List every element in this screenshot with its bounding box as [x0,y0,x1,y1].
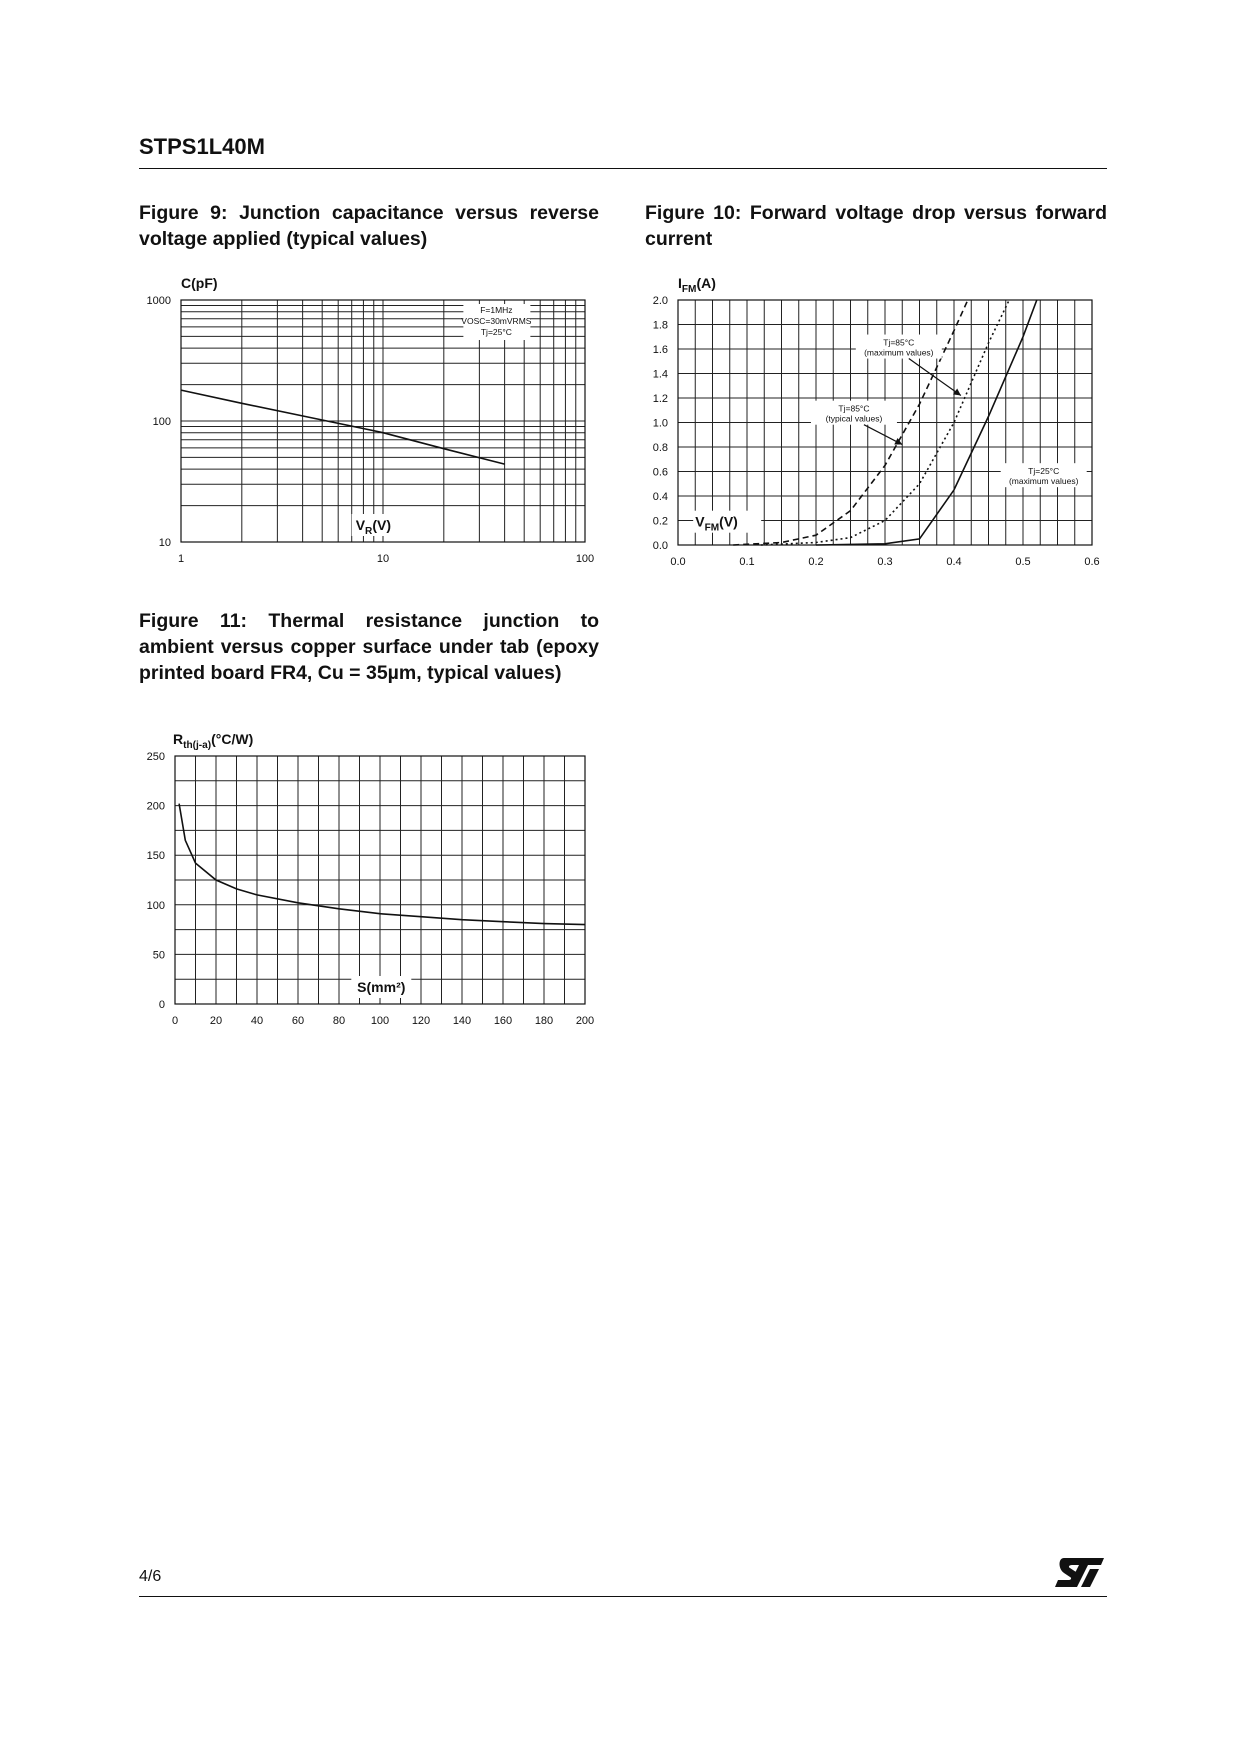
fig10-x-tick-label: 0.4 [946,556,962,568]
fig11-thermal-resistance-curve [179,804,585,925]
fig9-x-tick-label: 10 [376,553,390,565]
fig9-annotation-line: Tj=25°C [480,327,512,337]
fig9-x-axis-label: $V_R(V)$ [355,517,392,537]
fig9-annotation-line: VOSC=30mVRMS [461,316,532,326]
fig10-series-label: (typical values) [825,413,883,424]
page-number: 4/6 [139,1568,162,1585]
fig9-annotation-line: F=1MHz [480,305,513,315]
fig10-y-tick-label: 1.0 [652,417,668,430]
fig9-y-axis-label: C(pF) [181,275,218,291]
fig11-y-tick-label: 50 [152,949,165,962]
fig11-x-tick-label: 180 [534,1015,554,1027]
fig10-series-label: Tj=85°C [838,403,870,414]
fig11-y-tick-label: 200 [146,800,165,813]
footer-rule [139,1596,1107,1597]
fig11-y-tick-label: 150 [146,850,165,863]
fig11-x-tick-label: 60 [291,1015,305,1027]
fig10-y-tick-label: 1.4 [652,368,668,381]
fig10-series-label: Tj=25°C [1028,466,1060,477]
fig10-y-tick-label: 1.6 [652,344,668,356]
fig11-x-tick-label: 100 [370,1015,390,1027]
fig10-y-tick-label: 2.0 [652,295,668,307]
fig9-x-tick-label: 100 [575,553,595,565]
fig10-x-tick-label: 0.5 [1015,556,1031,568]
fig9-y-tick-label: 100 [152,416,171,428]
fig10-series-label: Tj=85°C [883,337,915,348]
fig10-y-tick-label: 0.4 [652,491,668,503]
fig10-label-leader [909,359,961,396]
fig9-capacitance-curve [181,390,505,464]
fig10-y-tick-label: 0.8 [652,442,668,454]
fig11-x-tick-label: 120 [411,1015,431,1027]
fig11-y-axis-label: $R_{th(j-a)}(^\circ C/W)$ [173,731,254,751]
fig11-x-tick-label: 20 [209,1015,223,1027]
fig11-x-tick-label: 160 [493,1015,513,1027]
fig10-series-label: (maximum values) [1008,476,1079,487]
fig10-x-tick-label: 0.0 [670,556,686,568]
fig10-x-tick-label: 0.2 [808,556,824,568]
fig10-y-tick-label: 0.2 [652,515,668,528]
fig10-x-tick-label: 0.6 [1084,556,1100,568]
fig11-x-tick-label: 0 [171,1015,179,1027]
fig9-x-tick-label: 1 [177,553,185,565]
fig11-y-tick-label: 250 [146,751,165,763]
fig11-x-tick-label: 140 [452,1015,472,1027]
fig10-y-axis-label: $I_{FM}(A)$ [678,275,716,295]
fig11-y-tick-label: 100 [146,899,165,912]
fig10-x-tick-label: 0.3 [877,556,893,568]
st-logo [1052,1555,1106,1589]
fig11-x-tick-label: 200 [575,1015,595,1027]
fig9-y-tick-label: 1000 [146,295,171,307]
figure-11-caption: Figure 11: Thermal resistance junction to ambient versus copper surface under tab (epoxy printed board FR4, Cu = 35µm, typical values) [139,610,599,684]
figure-9-caption: Figure 9: Junction capacitance versus reverse voltage applied (typical values) [139,202,599,250]
fig9-y-tick-label: 10 [158,537,171,549]
fig11-x-tick-label: 40 [250,1015,264,1027]
document-title: STPS1L40M [139,134,265,159]
fig10-x-tick-label: 0.1 [739,556,755,568]
fig10-series-label: (maximum values) [864,347,934,358]
fig11-y-tick-label: 0 [158,999,165,1011]
fig10-x-axis-label: $V_{FM}(V)$ [695,513,738,534]
fig10-y-tick-label: 1.8 [652,319,668,332]
fig11-x-axis-label: S(mm²) [357,979,406,995]
fig10-y-tick-label: 0.6 [652,466,668,479]
fig11-x-tick-label: 80 [332,1015,346,1027]
fig10-y-tick-label: 0.0 [652,540,668,552]
fig10-y-tick-label: 1.2 [652,393,668,405]
figure-10-caption: Figure 10: Forward voltage drop versus forward current [645,202,1107,250]
